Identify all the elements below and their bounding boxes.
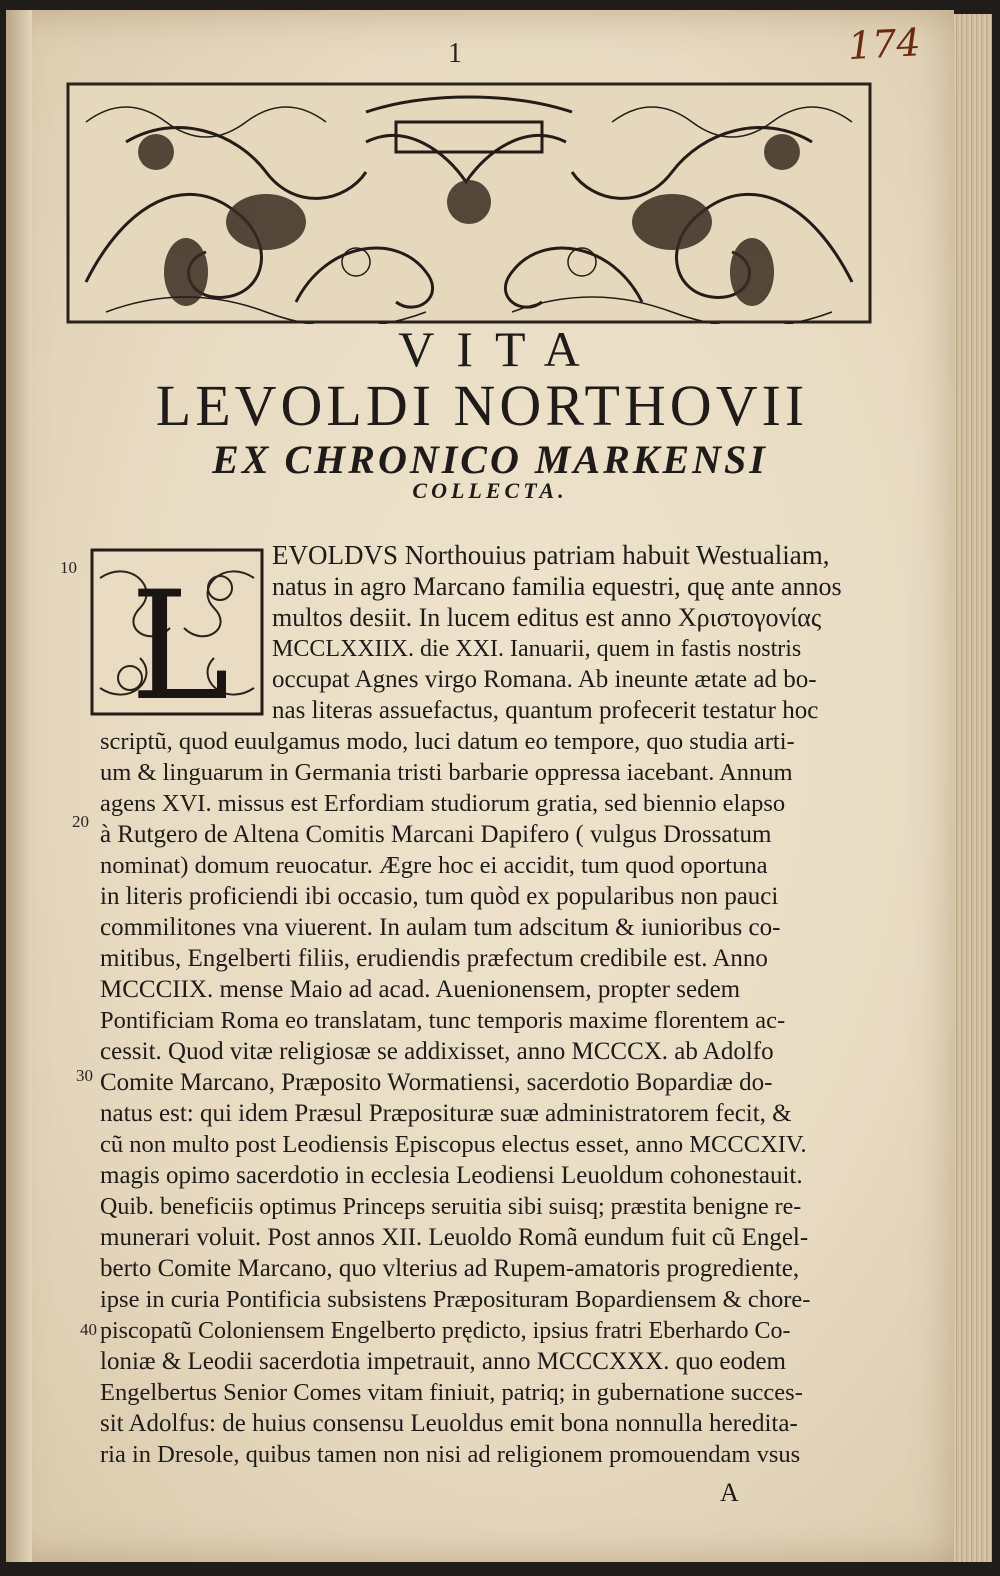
text-line: berto Comite Marcano, quo vlterius ad Rupem-amatoris progrediente, — [100, 1255, 800, 1282]
decorated-initial — [90, 548, 264, 716]
woodcut-headpiece — [66, 82, 872, 324]
page-gutter — [6, 10, 32, 1562]
text-line: occupat Agnes virgo Romana. Ab ineunte ætate ad bo- — [272, 666, 817, 693]
text-line: natus est: qui idem Præsul Præposituræ suæ administratorem fecit, & — [100, 1100, 792, 1127]
text-line: commilitones vna viuerent. In aulam tum adscitum & iunioribus co- — [100, 914, 781, 941]
title-vita: VITA — [398, 321, 602, 377]
line-number: 20 — [72, 812, 89, 831]
text-line: MCCCIIX. mense Maio ad acad. Auenionensem, propter sedem — [100, 976, 741, 1003]
text-line: loniæ & Leodii sacerdotia impetrauit, anno MCCCXXX. quo eodem — [100, 1348, 786, 1375]
signature-mark: 1 — [448, 38, 462, 69]
text-line: sit Adolfus: de huius consensu Leuoldus emit bona nonnulla heredita- — [100, 1410, 798, 1437]
text-line: Pontificiam Roma eo translatam, tunc temporis maxime florentem ac- — [100, 1007, 786, 1034]
page-number: 174 — [846, 20, 922, 69]
title-source: EX CHRONICO MARKENSI — [212, 437, 768, 482]
text-line: Comite Marcano, Præposito Wormatiensi, sacerdotio Bopardiæ do- — [100, 1069, 773, 1096]
text-line: magis opimo sacerdotio in ecclesia Leodiensi Leuoldum cohonestauit. — [100, 1162, 803, 1189]
text-line: piscopatũ Coloniensem Engelberto prędicto, ipsius fratri Eberhardo Co- — [100, 1318, 791, 1344]
text-line: nominat) domum reuocatur. Ægre hoc ei accidit, tum quod oportuna — [100, 852, 768, 879]
line-number: 40 — [80, 1320, 97, 1339]
page-edges — [954, 14, 992, 1562]
text-line: MCCLXXIIX. die XXI. Ianuarii, quem in fastis nostris — [272, 636, 802, 662]
initial-letter-glyph: L — [130, 560, 230, 716]
text-line: ria in Dresole, quibus tamen non nisi ad religionem promouendam vsus — [100, 1441, 801, 1468]
text-line: agens XVI. missus est Erfordiam studiorum gratia, sed biennio elapso — [100, 790, 786, 817]
text-line: natus in agro Marcano familia equestri, quę ante annos — [272, 572, 842, 601]
text-line: mitibus, Engelberti filiis, erudiendis præfectum credibile est. Anno — [100, 945, 768, 972]
text-line: EVOLDVS Northouius patriam habuit Westualiam, — [272, 540, 830, 570]
text-line: à Rutgero de Altena Comitis Marcani Dapifero ( vulgus Drossatum — [100, 821, 772, 848]
text-line: multos desiit. In lucem editus est anno Χριστογονίας — [272, 603, 822, 632]
title-collecta: COLLECTA. — [412, 478, 568, 503]
line-number: 10 — [60, 558, 77, 577]
catchword: A — [720, 1478, 739, 1507]
title-name: LEVOLDI NORTHOVII — [155, 373, 809, 438]
text-line: Engelbertus Senior Comes vitam finiuit, patriq; in gubernatione succes- — [100, 1379, 803, 1406]
line-number: 30 — [76, 1066, 93, 1085]
text-line: Quib. beneficiis optimus Princeps seruitia sibi suisq; præstita benigne re- — [100, 1194, 802, 1220]
text-line: in literis proficiendi ibi occasio, tum quòd ex popularibus non pauci — [100, 883, 779, 910]
text-line: munerari voluit. Post annos XII. Leuoldo Romã eundum fuit cũ Engel- — [100, 1224, 809, 1251]
text-line: nas literas assuefactus, quantum profecerit testatur hoc — [272, 697, 819, 724]
text-line: um & linguarum in Germania tristi barbarie oppressa iacebant. Annum — [100, 759, 793, 786]
text-line: cũ non multo post Leodiensis Episcopus electus esset, anno MCCCXIV. — [100, 1131, 807, 1158]
text-line: ipse in curia Pontificia subsistens Præposituram Bopardiensem & chore- — [100, 1286, 811, 1313]
text-line: cessit. Quod vitæ religiosæ se addixisset, anno MCCCX. ab Adolfo — [100, 1038, 774, 1065]
text-line: scriptũ, quod euulgamus modo, luci datum eo tempore, quo studia arti- — [100, 728, 795, 755]
